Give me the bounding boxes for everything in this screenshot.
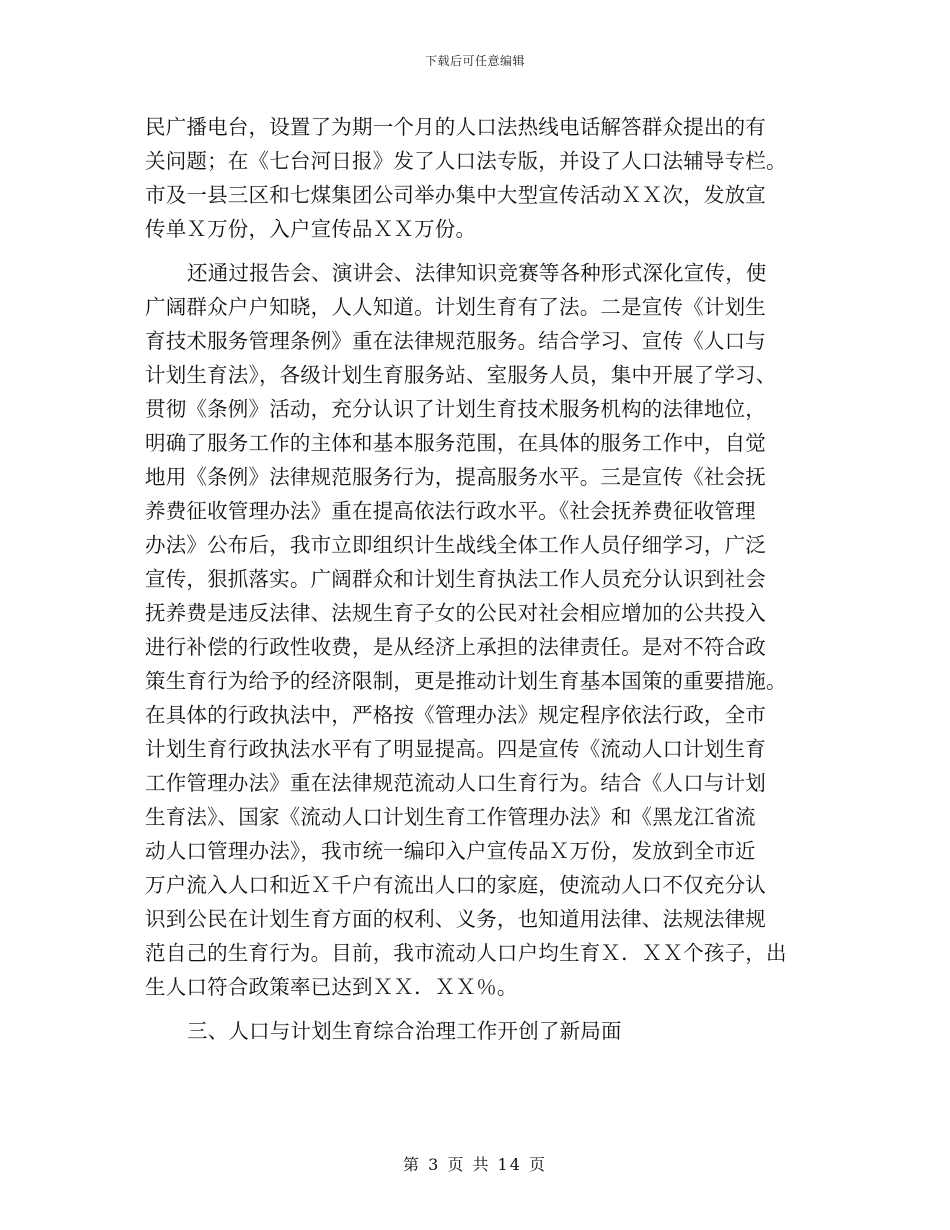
- text-line: 养费征收管理办法》重在提高依法行政水平。《社会抚养费征收管理: [145, 499, 756, 523]
- text-line: 在具体的行政执法中，严格按《管理办法》规定程序依法行政，全市: [145, 703, 766, 727]
- text-line: 生人口符合政策率已达到ＸＸ．ＸＸ％。: [145, 975, 518, 999]
- text-line: 民广播电台，设置了为期一个月的人口法热线电话解答群众提出的有: [145, 115, 766, 139]
- text-line: 万户流入人口和近Ｘ千户有流出人口的家庭，使流动人口不仅充分认: [145, 873, 766, 897]
- text-line: 明确了服务工作的主体和基本服务范围，在具体的服务工作中，自觉: [145, 431, 766, 455]
- text-line: 关问题；在《七台河日报》发了人口法专版，并设了人口法辅导专栏。: [145, 149, 787, 173]
- text-line: 办法》公布后，我市立即组织计生战线全体工作人员仔细学习，广泛: [145, 533, 766, 557]
- section-heading: 三、人口与计划生育综合治理工作开创了新局面: [187, 1019, 622, 1043]
- text-line: 地用《条例》法律规范服务行为，提高服务水平。三是宣传《社会抚: [145, 465, 766, 489]
- document-body: [145, 110, 807, 1048]
- text-line: 贯彻《条例》活动，充分认识了计划生育技术服务机构的法律地位，: [145, 397, 766, 421]
- text-line: 计划生育法》，各级计划生育服务站、室服务人员，集中开展了学习、: [145, 363, 777, 387]
- text-line: 范自己的生育行为。目前，我市流动人口户均生育Ｘ．ＸＸ个孩子，出: [145, 941, 787, 965]
- paragraph: [145, 110, 807, 246]
- paragraph: [145, 256, 807, 1004]
- text-line: 策生育行为给予的经济限制，更是推动计划生育基本国策的重要措施。: [145, 669, 787, 693]
- text-line: 计划生育行政执法水平有了明显提高。四是宣传《流动人口计划生育: [145, 737, 766, 761]
- text-line: 进行补偿的行政性收费，是从经济上承担的法律责任。是对不符合政: [145, 635, 766, 659]
- text-line: 抚养费是违反法律、法规生育子女的公民对社会相应增加的公共投入: [145, 601, 766, 625]
- page-number: 第 3 页 共 14 页: [403, 1155, 547, 1174]
- text-line: 还通过报告会、演讲会、法律知识竞赛等各种形式深化宣传，使: [187, 261, 767, 285]
- text-line: 广阔群众户户知晓，人人知道。计划生育有了法。二是宣传《计划生: [145, 295, 766, 319]
- text-line: 育技术服务管理条例》重在法律规范服务。结合学习、宣传《人口与: [145, 329, 766, 353]
- text-line: 宣传，狠抓落实。广阔群众和计划生育执法工作人员充分认识到社会: [145, 567, 766, 591]
- text-line: 传单Ｘ万份，入户宣传品ＸＸ万份。: [145, 217, 477, 241]
- text-line: 生育法》、国家《流动人口计划生育工作管理办法》和《黑龙江省流: [145, 805, 756, 829]
- header-note: 下载后可任意编辑: [424, 54, 525, 68]
- text-line: 动人口管理办法》，我市统一编印入户宣传品Ｘ万份，发放到全市近: [145, 839, 756, 863]
- text-line: 识到公民在计划生育方面的权利、义务，也知道用法律、法规法律规: [145, 907, 766, 931]
- text-line: 工作管理办法》重在法律规范流动人口生育行为。结合《人口与计划: [145, 771, 766, 795]
- text-line: 市及一县三区和七煤集团公司举办集中大型宣传活动ＸＸ次，发放宣: [145, 183, 766, 207]
